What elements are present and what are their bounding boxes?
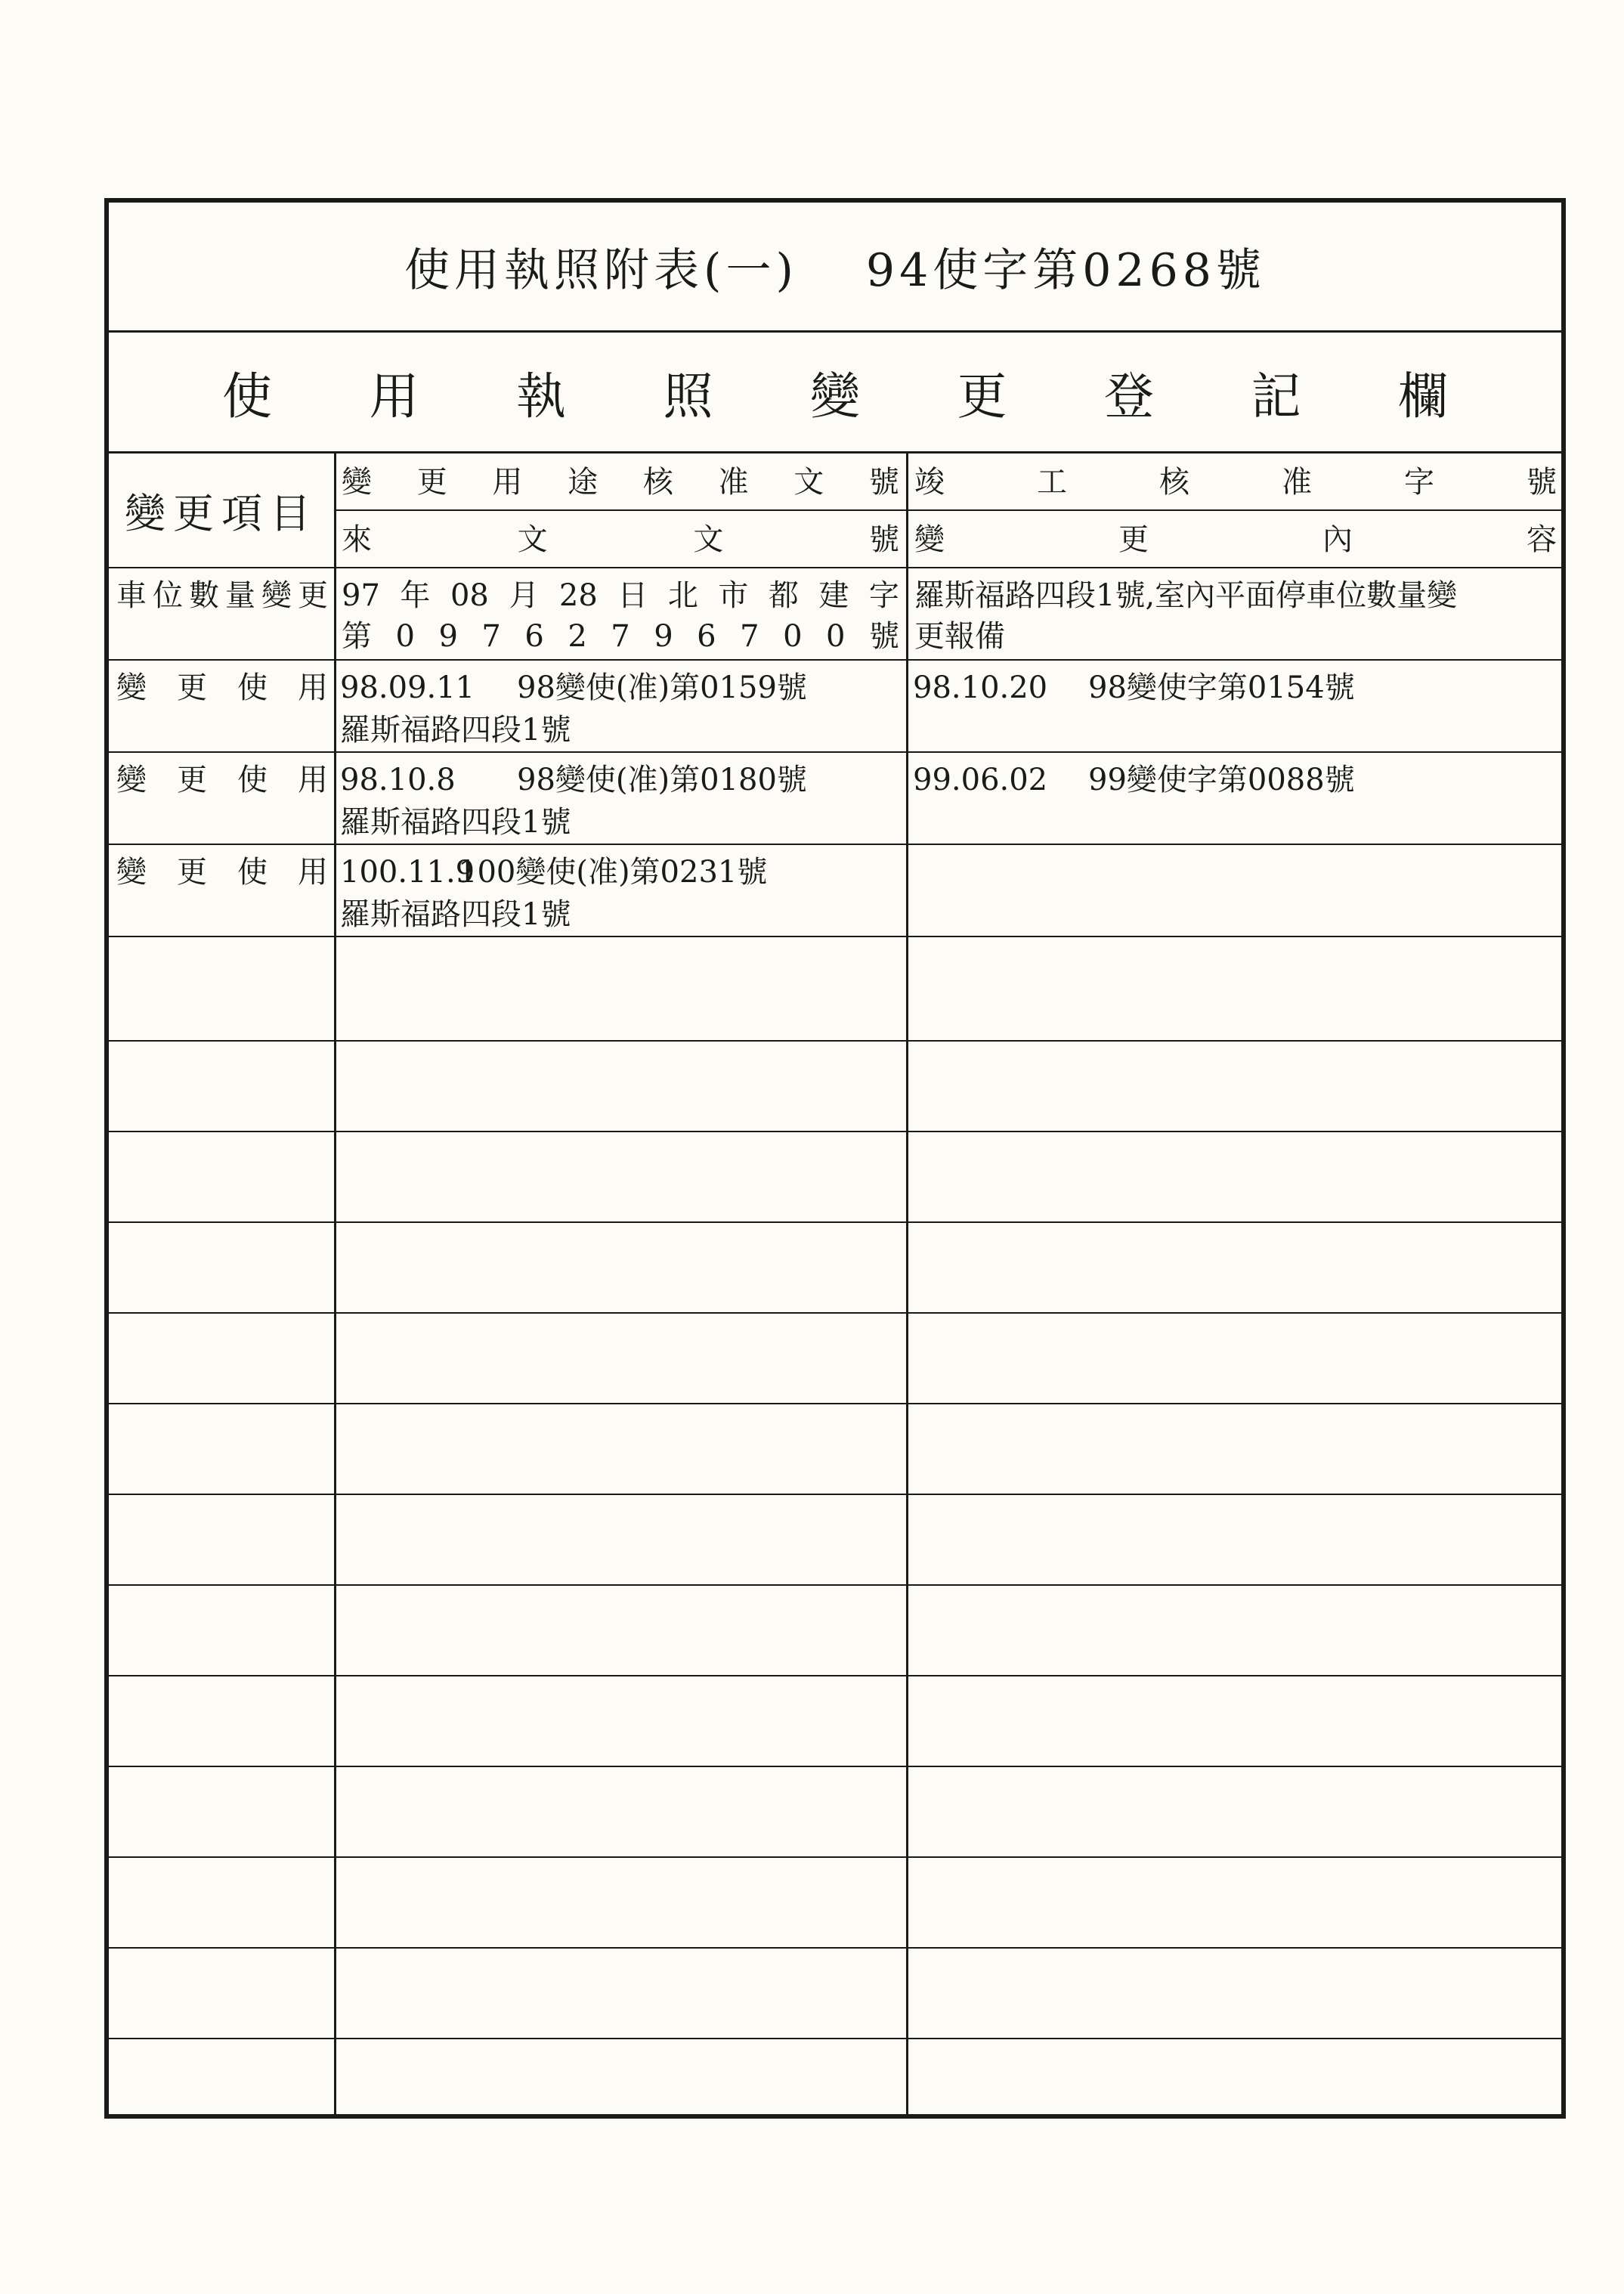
row-completion-no: 98.10.20 98變使字第0154號 — [913, 670, 1355, 705]
row-item-change-use: 變 更 使 用 — [116, 855, 328, 890]
row-approval-line1: 98.10.8 98變使(准)第0180號 — [340, 763, 807, 797]
subtitle-char: 記 — [1251, 367, 1301, 426]
row-item-change-use: 變 更 使 用 — [116, 763, 328, 797]
form-subtitle — [109, 333, 1561, 454]
row-divider — [109, 567, 1561, 568]
row-approval-address: 羅斯福路四段1號 — [340, 805, 571, 840]
form-title — [109, 203, 1561, 333]
row-completion-no: 99.06.02 99變使字第0088號 — [913, 763, 1355, 797]
row-divider — [334, 509, 1561, 511]
row-divider — [109, 1040, 1561, 1042]
header-completion-no: 竣 工 核 准 字 號 — [914, 465, 1557, 500]
subtitle-char: 欄 — [1398, 367, 1448, 426]
title-left: 使用執照附表(一) — [404, 243, 798, 297]
subtitle-char: 更 — [957, 367, 1007, 426]
subtitle-char: 用 — [369, 367, 419, 426]
row-divider — [109, 1856, 1561, 1858]
register-table — [109, 454, 1561, 2114]
row-divider — [109, 1131, 1561, 1132]
row-approval-line1: 100.11.9100變使(准)第0231號 — [340, 855, 768, 890]
row-divider — [109, 1675, 1561, 1676]
subtitle-char: 使 — [222, 367, 272, 426]
row-divider — [109, 1947, 1561, 1949]
subtitle-char: 登 — [1104, 367, 1154, 426]
row-divider — [109, 2038, 1561, 2039]
row-content-line2: 更報備 — [914, 619, 1005, 654]
row-approval-line2: 第 0 9 7 6 2 7 9 6 7 0 0 號 — [342, 619, 899, 654]
header-change-item: 變更項目 — [125, 489, 318, 537]
row-content-line1: 羅斯福路四段1號,室內平面停車位數量變 — [914, 578, 1458, 613]
row-approval-line1: 97 年 08 月 28 日 北 市 都 建 字 — [342, 578, 899, 613]
row-divider — [109, 1494, 1561, 1495]
row-approval-address: 羅斯福路四段1號 — [340, 713, 571, 748]
form-frame — [104, 198, 1566, 2119]
column-divider — [906, 454, 908, 2114]
subtitle-char: 照 — [663, 367, 713, 426]
row-approval-line1: 98.09.11 98變使(准)第0159號 — [340, 670, 807, 705]
row-divider — [109, 1584, 1561, 1586]
row-item-parking-change: 車 位 數 量 變 更 — [116, 578, 328, 613]
row-divider — [109, 1403, 1561, 1404]
header-incoming-no: 來 文 文 號 — [342, 522, 899, 557]
subtitle-char: 執 — [516, 367, 566, 426]
row-divider — [109, 1221, 1561, 1223]
header-change-content: 變 更 內 容 — [914, 522, 1557, 557]
row-divider — [109, 1312, 1561, 1314]
row-divider — [109, 659, 1561, 661]
row-divider — [109, 1766, 1561, 1767]
header-approval-no: 變 更 用 途 核 准 文 號 — [342, 465, 899, 500]
row-item-change-use: 變 更 使 用 — [116, 670, 328, 705]
row-approval-address: 羅斯福路四段1號 — [340, 897, 571, 932]
subtitle-char: 變 — [810, 367, 860, 426]
column-divider — [334, 454, 336, 2114]
title-right: 94使字第0268號 — [865, 243, 1266, 297]
